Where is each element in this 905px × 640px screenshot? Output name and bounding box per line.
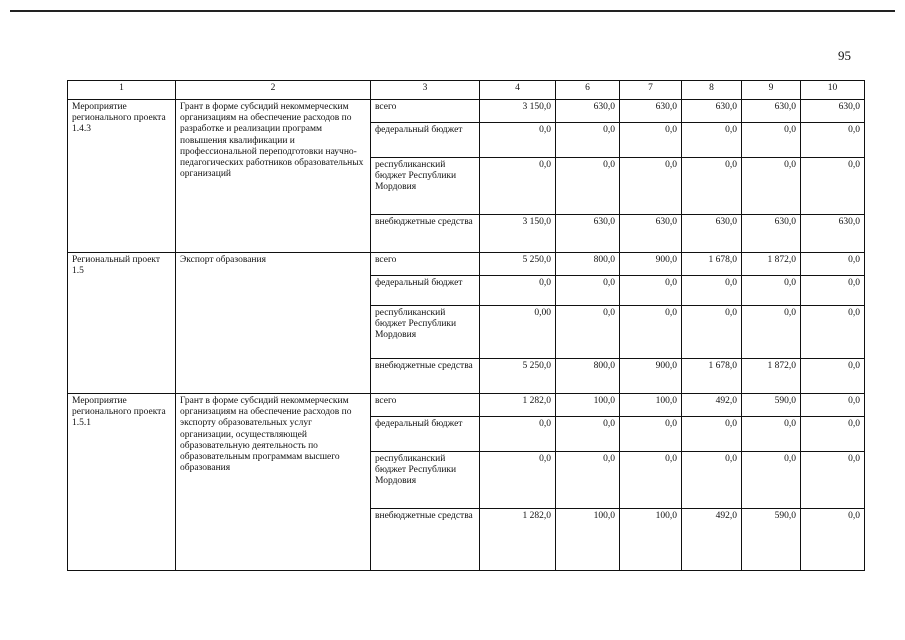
value-cell: 630,0: [801, 100, 865, 123]
funding-source-cell: федеральный бюджет: [371, 417, 480, 452]
description-cell: Экспорт образования: [176, 253, 371, 394]
header-cell: 6: [556, 81, 620, 100]
funding-source-cell: внебюджетные средства: [371, 509, 480, 571]
value-cell: 0,0: [801, 306, 865, 359]
value-cell: 0,0: [801, 417, 865, 452]
table-body: [68, 100, 865, 571]
value-cell: 0,0: [480, 158, 556, 215]
value-cell: 1 678,0: [682, 253, 742, 276]
value-cell: 0,0: [556, 123, 620, 158]
value-cell: 630,0: [682, 215, 742, 253]
value-cell: 492,0: [682, 394, 742, 417]
header-cell: 3: [371, 81, 480, 100]
funding-source-cell: республиканский бюджет Республики Мордовия: [371, 452, 480, 509]
measure-cell: Мероприятие регионального проекта 1.5.1: [68, 394, 176, 571]
funding-source-cell: всего: [371, 394, 480, 417]
header-cell: 4: [480, 81, 556, 100]
header-cell: 7: [620, 81, 682, 100]
header-cell: 10: [801, 81, 865, 100]
table-row: [68, 100, 865, 123]
value-cell: 0,0: [620, 123, 682, 158]
value-cell: 1 678,0: [682, 359, 742, 394]
value-cell: 0,0: [801, 158, 865, 215]
value-cell: 0,0: [742, 306, 801, 359]
value-cell: 0,0: [556, 417, 620, 452]
value-cell: 100,0: [620, 394, 682, 417]
value-cell: 5 250,0: [480, 253, 556, 276]
measure-cell: Региональный проект 1.5: [68, 253, 176, 394]
value-cell: 0,0: [480, 452, 556, 509]
page-number: 95: [838, 48, 851, 63]
value-cell: 630,0: [556, 215, 620, 253]
value-cell: 1 282,0: [480, 394, 556, 417]
funding-source-cell: всего: [371, 253, 480, 276]
value-cell: 0,0: [556, 158, 620, 215]
value-cell: 0,0: [480, 417, 556, 452]
value-cell: 0,0: [742, 276, 801, 306]
funding-source-cell: внебюджетные средства: [371, 359, 480, 394]
funding-source-cell: республиканский бюджет Республики Мордовия: [371, 306, 480, 359]
value-cell: 630,0: [682, 100, 742, 123]
value-cell: 0,0: [556, 306, 620, 359]
value-cell: 3 150,0: [480, 100, 556, 123]
value-cell: 1 872,0: [742, 253, 801, 276]
description-cell: Грант в форме субсидий некоммерческим организациям на обеспечение расходов по экспорту образовательных услуг организации, осуществляющей образовательную деятельность по образовательным программам высшего образования: [176, 394, 371, 571]
value-cell: 800,0: [556, 359, 620, 394]
value-cell: 0,0: [480, 276, 556, 306]
value-cell: 3 150,0: [480, 215, 556, 253]
value-cell: 0,0: [556, 276, 620, 306]
description-cell: Грант в форме субсидий некоммерческим организациям на обеспечение расходов по разработке и реализации программ повышения квалификации и профессиональной переподготовки научно-педагогических работников образовательных организаций: [176, 100, 371, 253]
funding-source-cell: федеральный бюджет: [371, 123, 480, 158]
value-cell: 100,0: [620, 509, 682, 571]
header-cell: 9: [742, 81, 801, 100]
value-cell: 0,0: [620, 276, 682, 306]
value-cell: 0,0: [682, 452, 742, 509]
funding-source-cell: федеральный бюджет: [371, 276, 480, 306]
measure-cell: Мероприятие регионального проекта 1.4.3: [68, 100, 176, 253]
funding-source-cell: всего: [371, 100, 480, 123]
value-cell: 0,0: [742, 123, 801, 158]
value-cell: 0,0: [682, 306, 742, 359]
value-cell: 0,0: [620, 306, 682, 359]
top-rule: [10, 10, 895, 12]
value-cell: 630,0: [742, 215, 801, 253]
value-cell: 100,0: [556, 509, 620, 571]
value-cell: 900,0: [620, 253, 682, 276]
value-cell: 0,0: [801, 253, 865, 276]
value-cell: 0,0: [742, 158, 801, 215]
value-cell: 0,0: [682, 158, 742, 215]
value-cell: 800,0: [556, 253, 620, 276]
header-cell: 1: [68, 81, 176, 100]
value-cell: 1 872,0: [742, 359, 801, 394]
value-cell: 0,0: [682, 123, 742, 158]
value-cell: 900,0: [620, 359, 682, 394]
value-cell: 590,0: [742, 394, 801, 417]
value-cell: 1 282,0: [480, 509, 556, 571]
budget-table: [67, 80, 865, 571]
value-cell: 0,0: [742, 417, 801, 452]
value-cell: 0,0: [620, 158, 682, 215]
value-cell: 0,0: [742, 452, 801, 509]
value-cell: 0,00: [480, 306, 556, 359]
header-row: [68, 81, 865, 100]
value-cell: 630,0: [742, 100, 801, 123]
value-cell: 5 250,0: [480, 359, 556, 394]
value-cell: 0,0: [801, 359, 865, 394]
value-cell: 0,0: [682, 417, 742, 452]
header-cell: 2: [176, 81, 371, 100]
value-cell: 0,0: [556, 452, 620, 509]
value-cell: 0,0: [801, 123, 865, 158]
header-cell: 8: [682, 81, 742, 100]
value-cell: 630,0: [556, 100, 620, 123]
table-row: [68, 394, 865, 417]
value-cell: 0,0: [620, 417, 682, 452]
value-cell: 630,0: [620, 100, 682, 123]
value-cell: 0,0: [801, 276, 865, 306]
value-cell: 630,0: [801, 215, 865, 253]
value-cell: 100,0: [556, 394, 620, 417]
funding-source-cell: республиканский бюджет Республики Мордовия: [371, 158, 480, 215]
value-cell: 590,0: [742, 509, 801, 571]
value-cell: 492,0: [682, 509, 742, 571]
value-cell: 0,0: [682, 276, 742, 306]
table-row: [68, 253, 865, 276]
value-cell: 0,0: [801, 394, 865, 417]
value-cell: 0,0: [801, 452, 865, 509]
value-cell: 0,0: [480, 123, 556, 158]
value-cell: 0,0: [801, 509, 865, 571]
funding-source-cell: внебюджетные средства: [371, 215, 480, 253]
value-cell: 0,0: [620, 452, 682, 509]
value-cell: 630,0: [620, 215, 682, 253]
